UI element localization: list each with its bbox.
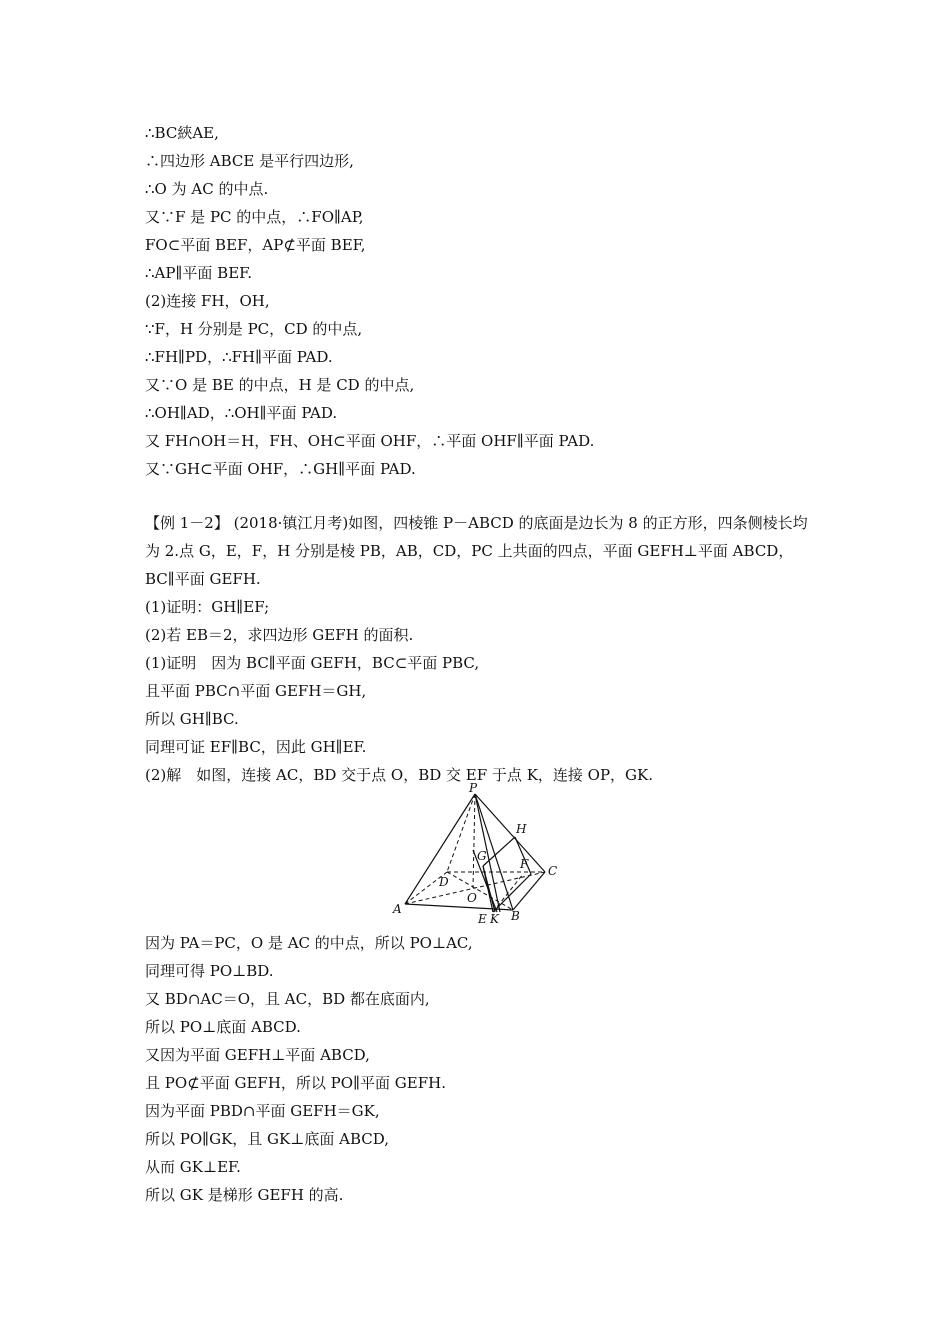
text-line: (1)证明：GH∥EF;: [145, 598, 270, 616]
text-line: ∴OH∥AD，∴OH∥平面 PAD.: [145, 404, 338, 422]
text-line: ∴O 为 AC 的中点.: [145, 180, 269, 198]
example-statement: 【例 1－2】 (2018·镇江月考)如图，四棱锥 P－ABCD 的底面是边长为 8 的正方形，四条侧棱长均为 2.点 G，E，F，H 分别是棱 PB，AB，CD，PC 上共面的四点，平面 GEFH⊥平面 ABCD，BC∥平面 GEFH.: [145, 514, 808, 588]
text-line: ∴FH∥PD，∴FH∥平面 PAD.: [145, 348, 333, 366]
text-line: 所以 GK 是梯形 GEFH 的高.: [145, 1186, 344, 1204]
text-line: (2)解 如图，连接 AC，BD 交于点 O，BD 交 EF 于点 K，连接 OP，GK.: [145, 766, 654, 784]
label-B: B: [511, 909, 520, 923]
text-line: ∴BC綊AE,: [145, 124, 219, 142]
text-line: 又∵F 是 PC 的中点，∴FO∥AP,: [145, 208, 364, 226]
text-line: 且平面 PBC∩平面 GEFH＝GH,: [145, 682, 367, 700]
text-line: 又 BD∩AC＝O，且 AC，BD 都在底面内,: [145, 990, 430, 1008]
text-line: ∴四边形 ABCE 是平行四边形,: [145, 152, 354, 170]
text-line: FO⊂平面 BEF，AP⊄平面 BEF,: [145, 236, 366, 254]
text-line: (2)连接 FH，OH,: [145, 292, 270, 310]
text-line: 从而 GK⊥EF.: [145, 1158, 241, 1176]
text-line: ∴AP∥平面 BEF.: [145, 264, 252, 282]
text-line: 且 PO⊄平面 GEFH，所以 PO∥平面 GEFH.: [145, 1074, 446, 1092]
text-line: 同理可证 EF∥BC，因此 GH∥EF.: [145, 738, 367, 756]
text-line: 因为平面 PBD∩平面 GEFH＝GK,: [145, 1102, 380, 1120]
text-line: 所以 PO⊥底面 ABCD.: [145, 1018, 301, 1036]
label-G: G: [477, 849, 487, 863]
text-line: 又∵GH⊂平面 OHF，∴GH∥平面 PAD.: [145, 460, 416, 478]
text-line: 又 FH∩OH＝H，FH、OH⊂平面 OHF，∴平面 OHF∥平面 PAD.: [145, 432, 595, 450]
label-D: D: [439, 875, 449, 889]
label-F: F: [520, 857, 529, 871]
text-line: ∵F，H 分别是 PC，CD 的中点,: [145, 320, 363, 338]
text-line: 所以 GH∥BC.: [145, 710, 239, 728]
pyramid-diagram: [385, 782, 565, 928]
label-E: E: [478, 912, 487, 926]
label-P: P: [469, 782, 478, 795]
label-O: O: [467, 891, 477, 905]
text-line: (2)若 EB＝2，求四边形 GEFH 的面积.: [145, 626, 414, 644]
label-K: K: [490, 912, 499, 926]
text-line: 又因为平面 GEFH⊥平面 ABCD,: [145, 1046, 370, 1064]
label-A: A: [393, 902, 402, 916]
pyramid-figure: [385, 782, 565, 928]
text-line: 因为 PA＝PC，O 是 AC 的中点，所以 PO⊥AC,: [145, 934, 473, 952]
text-line: 所以 PO∥GK，且 GK⊥底面 ABCD,: [145, 1130, 389, 1148]
text-line: 又∵O 是 BE 的中点，H 是 CD 的中点,: [145, 376, 415, 394]
text-line: (1)证明 因为 BC∥平面 GEFH，BC⊂平面 PBC,: [145, 654, 480, 672]
label-C: C: [548, 864, 558, 878]
label-H: H: [516, 822, 527, 836]
text-line: 同理可得 PO⊥BD.: [145, 962, 274, 980]
